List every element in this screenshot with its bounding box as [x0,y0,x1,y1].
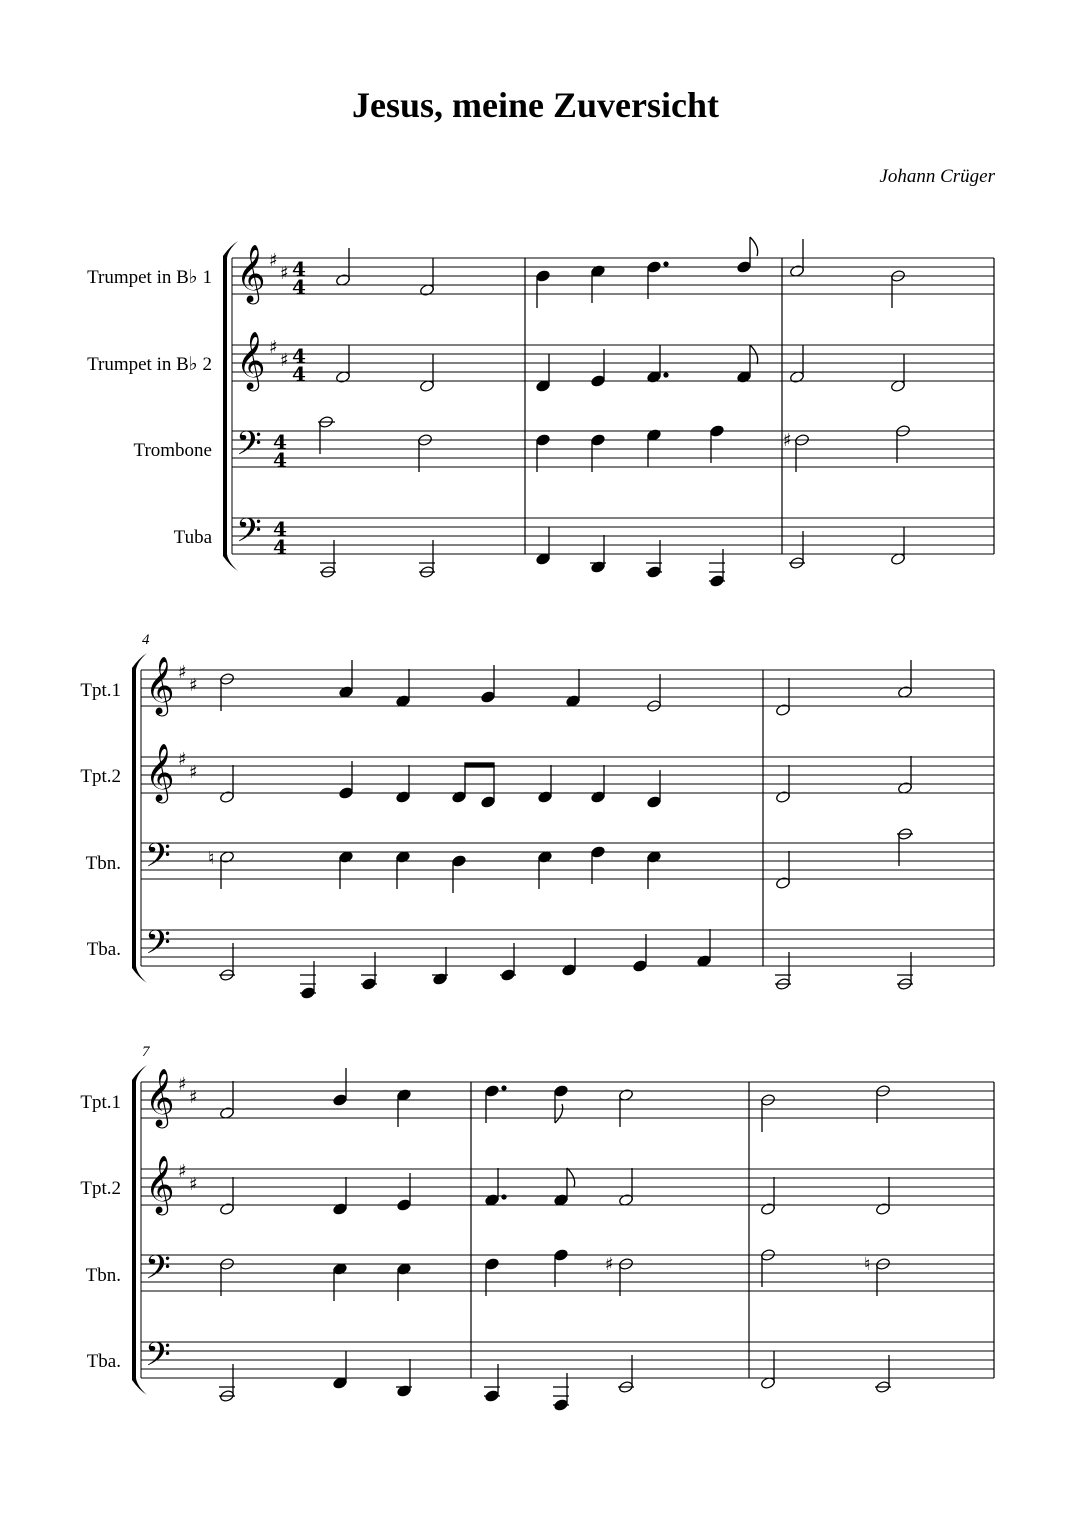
instrument-label-trumpet-1: Trumpet in B♭ 1 [87,267,212,288]
svg-text:♯: ♯ [178,1074,187,1095]
system-3 [132,1065,994,1411]
composer-name: Johann Crüger [879,166,995,187]
svg-text:4: 4 [292,344,306,368]
svg-text:4: 4 [273,517,287,541]
bass-clef-icon: 𝄢 [145,1249,171,1295]
svg-text:♯: ♯ [178,749,187,770]
instrument-short-label-tbn: Tbn. [85,1265,121,1286]
svg-text:4: 4 [273,430,287,454]
svg-text:♮: ♮ [208,848,215,869]
bass-clef-icon: 𝄢 [145,837,171,883]
treble-clef-icon: 𝄞 [145,656,175,714]
svg-text:4: 4 [273,448,287,472]
instrument-short-label-tbn: Tbn. [85,853,121,874]
svg-text:♯: ♯ [189,762,198,783]
treble-clef-icon: 𝄞 [145,1068,175,1126]
treble-clef-icon: 𝄞 [145,743,175,801]
instrument-short-label-tba: Tba. [86,1351,121,1372]
svg-text:4: 4 [292,275,306,299]
svg-text:4: 4 [292,257,306,281]
measure-number: 4 [142,632,150,648]
svg-text:4: 4 [292,362,306,386]
svg-text:♯: ♯ [280,263,289,284]
svg-text:♯: ♯ [269,250,278,271]
bass-clef-icon: 𝄢 [236,512,262,558]
bass-clef-icon: 𝄢 [145,1336,171,1382]
system-2 [132,653,994,999]
svg-text:♯: ♯ [783,430,792,451]
svg-text:♯: ♯ [189,1087,198,1108]
instrument-short-label-tpt2: Tpt.2 [80,766,121,787]
instrument-label-trumpet-2: Trumpet in B♭ 2 [87,354,212,375]
svg-text:♯: ♯ [178,1161,187,1182]
treble-clef-icon: 𝄞 [145,1155,175,1213]
instrument-short-label-tpt2: Tpt.2 [80,1178,121,1199]
treble-clef-icon: 𝄞 [236,331,266,389]
svg-text:♯: ♯ [189,1174,198,1195]
instrument-short-label-tpt1: Tpt.1 [80,680,121,701]
svg-text:♯: ♯ [280,350,289,371]
measure-number: 7 [142,1044,150,1060]
svg-text:4: 4 [273,535,287,559]
instrument-short-label-tba: Tba. [86,939,121,960]
score-title: Jesus, meine Zuversicht [352,85,719,125]
system-1 [223,237,994,587]
svg-text:♯: ♯ [269,337,278,358]
bass-clef-icon: 𝄢 [236,425,262,471]
instrument-short-label-tpt1: Tpt.1 [80,1092,121,1113]
svg-text:♯: ♯ [178,662,187,683]
svg-text:♯: ♯ [605,1254,614,1275]
svg-text:♮: ♮ [864,1254,871,1275]
instrument-label-trombone: Trombone [133,440,212,461]
instrument-label-tuba: Tuba [173,527,212,548]
treble-clef-icon: 𝄞 [236,244,266,302]
bass-clef-icon: 𝄢 [145,924,171,970]
svg-text:♯: ♯ [189,675,198,696]
